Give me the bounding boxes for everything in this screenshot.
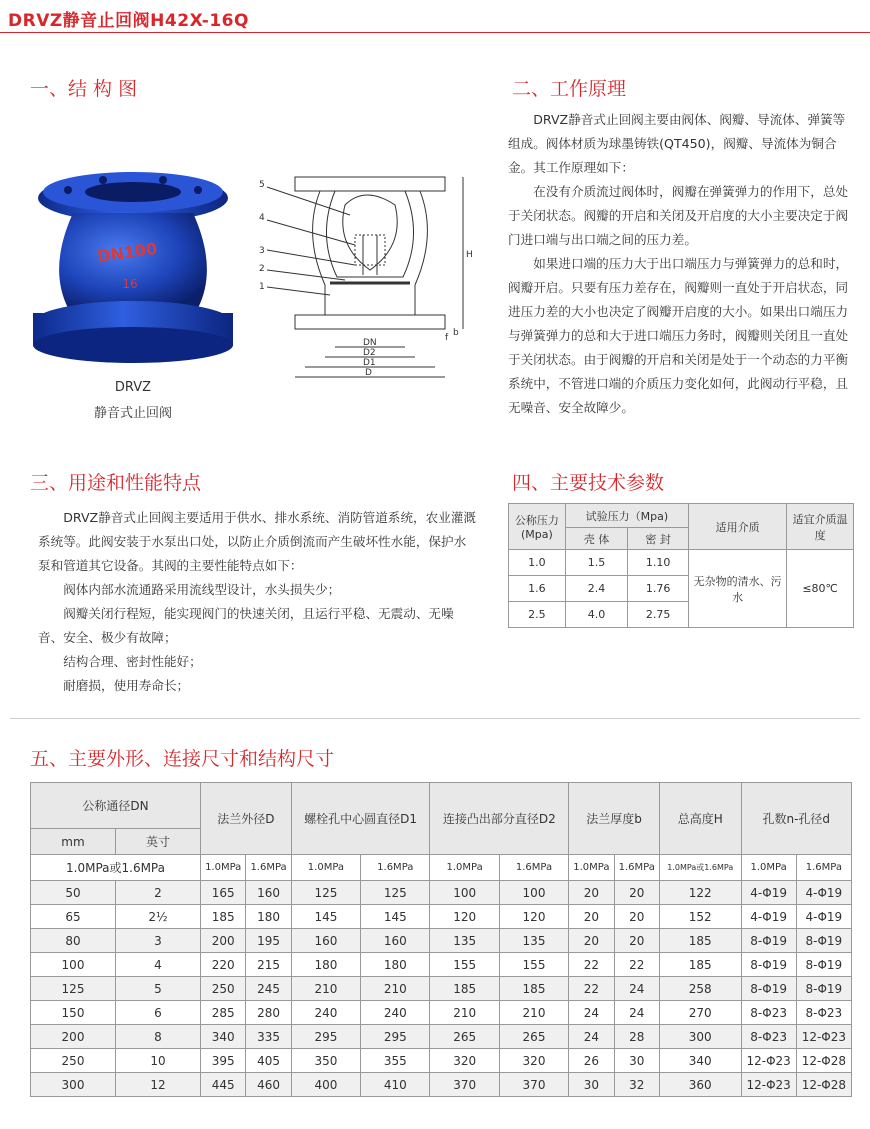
param-medium: 无杂物的清水、污水: [688, 550, 786, 628]
casting-pn-text: [122, 277, 137, 291]
dim-header-inch: 英寸: [116, 829, 201, 855]
dim-cell-b16: 32: [614, 1073, 659, 1097]
dim-cell-D216: 370: [499, 1073, 568, 1097]
dim-cell-mm: 250: [31, 1049, 116, 1073]
dim-d-label: D: [365, 368, 372, 378]
dim-cell-D210: 370: [430, 1073, 499, 1097]
dim-cell-inch: 2: [116, 881, 201, 905]
dim-header-D1: 螺栓孔中心圆直径D1: [291, 783, 430, 855]
dim-cell-D116: 295: [361, 1025, 430, 1049]
part-3-label: 3: [259, 246, 265, 256]
dim-cell-D10: 200: [201, 929, 246, 953]
dim-cell-D16: 280: [246, 1001, 291, 1025]
dim-header-b: 法兰厚度b: [569, 783, 660, 855]
dim-cell-D116: 180: [361, 953, 430, 977]
section-divider: [10, 718, 860, 719]
part-4-label: 4: [259, 213, 265, 223]
dim-cell-D216: 185: [499, 977, 568, 1001]
dim-cell-b16: 20: [614, 881, 659, 905]
param-header-temp: 适宜介质温度: [787, 504, 854, 550]
dim-cell-D116: 160: [361, 929, 430, 953]
table-row: [31, 953, 852, 977]
param-pn: 1.0: [509, 550, 566, 576]
dim-cell-D10: 285: [201, 1001, 246, 1025]
dim-cell-b10: 24: [569, 1001, 614, 1025]
dim-cell-b10: 20: [569, 881, 614, 905]
usage-text: [38, 506, 478, 698]
param-header-test: 试验压力（Mpa): [565, 504, 688, 528]
param-pn: 2.5: [509, 602, 566, 628]
dim-cell-n16: 12-Φ28: [796, 1049, 851, 1073]
dim-h-label: H: [466, 250, 473, 260]
dim-cell-D216: 120: [499, 905, 568, 929]
cross-section-drawing: [255, 165, 490, 390]
dim-cell-n10: 12-Φ23: [741, 1073, 796, 1097]
dim-cell-inch: 3: [116, 929, 201, 953]
part-5-label: 5: [259, 180, 265, 190]
dim-cell-H: 122: [659, 881, 741, 905]
table-row: [31, 1001, 852, 1025]
dim-cell-D16: 405: [246, 1049, 291, 1073]
dim-cell-n16: 12-Φ28: [796, 1073, 851, 1097]
dim-cell-n10: 8-Φ23: [741, 1001, 796, 1025]
dim-cell-D210: 155: [430, 953, 499, 977]
dim-pressure: 1.6MPa: [499, 855, 568, 881]
dim-pressure: 1.0MPa: [741, 855, 796, 881]
param-shell: 2.4: [565, 576, 628, 602]
principle-text: [508, 108, 853, 420]
dim-cell-H: 185: [659, 953, 741, 977]
dim-pressure: 1.0MPa: [430, 855, 499, 881]
dim-cell-D216: 210: [499, 1001, 568, 1025]
dim-cell-inch: 12: [116, 1073, 201, 1097]
dim-cell-D116: 355: [361, 1049, 430, 1073]
dim-cell-H: 270: [659, 1001, 741, 1025]
dim-cell-n16: 12-Φ23: [796, 1025, 851, 1049]
dim-cell-D216: 265: [499, 1025, 568, 1049]
usage-para: 阀体内部水流通路采用流线型设计，水头损失少；: [63, 582, 341, 597]
table-row: [31, 977, 852, 1001]
dim-cell-b16: 24: [614, 1001, 659, 1025]
usage-para: DRVZ静音式止回阀主要适用于供水、排水系统、消防管道系统，农业灌溉系统等。此阀安装于水泵出口处，以防止介质倒流而产生破坏性水能，保护水泵和管道其它设备。其阀的主要性能特点如下：: [38, 510, 477, 573]
dim-cell-H: 360: [659, 1073, 741, 1097]
param-pn: 1.6: [509, 576, 566, 602]
dim-header-D: 法兰外径D: [201, 783, 292, 855]
dim-cell-b16: 20: [614, 929, 659, 953]
dim-cell-D210: 320: [430, 1049, 499, 1073]
dim-cell-D216: 155: [499, 953, 568, 977]
dim-cell-D116: 125: [361, 881, 430, 905]
dim-d2-label: D2: [363, 348, 376, 358]
table-row: [31, 905, 852, 929]
dim-cell-D10: 395: [201, 1049, 246, 1073]
param-header-shell: 壳 体: [565, 528, 628, 550]
dim-f-label: f: [445, 333, 449, 343]
dim-cell-H: 300: [659, 1025, 741, 1049]
dim-cell-b16: 22: [614, 953, 659, 977]
dim-cell-D10: 220: [201, 953, 246, 977]
dim-cell-D116: 240: [361, 1001, 430, 1025]
dim-pressure: 1.6MPa: [361, 855, 430, 881]
dim-cell-mm: 65: [31, 905, 116, 929]
page-title: DRVZ静音止回阀H42X-16Q: [8, 11, 249, 31]
dim-cell-n10: 4-Φ19: [741, 905, 796, 929]
product-name: 静音式止回阀: [93, 406, 172, 421]
table-row: [31, 1049, 852, 1073]
params-table: [508, 503, 854, 628]
dim-cell-D10: 445: [201, 1073, 246, 1097]
dim-cell-n10: 8-Φ23: [741, 1025, 796, 1049]
section-structure-heading: 一、结 构 图: [30, 78, 138, 100]
dim-cell-D110: 180: [291, 953, 360, 977]
param-shell: 4.0: [565, 602, 628, 628]
dim-cell-D10: 165: [201, 881, 246, 905]
dim-cell-n16: 4-Φ19: [796, 881, 851, 905]
svg-text:16: 16: [122, 277, 138, 291]
dim-cell-b16: 20: [614, 905, 659, 929]
param-shell: 1.5: [565, 550, 628, 576]
table-row: [31, 1073, 852, 1097]
dim-cell-b16: 30: [614, 1049, 659, 1073]
dim-cell-n10: 8-Φ19: [741, 953, 796, 977]
part-1-label: 1: [259, 282, 265, 292]
dim-cell-D16: 160: [246, 881, 291, 905]
dim-cell-n16: 8-Φ19: [796, 977, 851, 1001]
dim-cell-D116: 145: [361, 905, 430, 929]
dim-pressure: 1.0MPa或1.6MPa: [659, 855, 741, 881]
dim-cell-n10: 12-Φ23: [741, 1049, 796, 1073]
valve-photo: [28, 168, 238, 368]
dim-cell-b10: 26: [569, 1049, 614, 1073]
dim-cell-D16: 180: [246, 905, 291, 929]
dim-cell-D110: 295: [291, 1025, 360, 1049]
dim-cell-inch: 2½: [116, 905, 201, 929]
dim-cell-D10: 340: [201, 1025, 246, 1049]
dim-cell-b10: 30: [569, 1073, 614, 1097]
dim-cell-n10: 8-Φ19: [741, 977, 796, 1001]
dim-cell-D216: 100: [499, 881, 568, 905]
part-2-label: 2: [259, 264, 265, 274]
dim-header-nd: 孔数n-孔径d: [741, 783, 851, 855]
dim-cell-n10: 4-Φ19: [741, 881, 796, 905]
dim-header-mm: mm: [31, 829, 116, 855]
dim-cell-mm: 300: [31, 1073, 116, 1097]
dim-cell-n16: 8-Φ19: [796, 953, 851, 977]
dim-cell-n10: 8-Φ19: [741, 929, 796, 953]
dim-cell-H: 185: [659, 929, 741, 953]
dim-cell-D110: 210: [291, 977, 360, 1001]
dim-b-label: b: [453, 328, 459, 338]
dim-cell-inch: 4: [116, 953, 201, 977]
dim-cell-D116: 210: [361, 977, 430, 1001]
param-header-seal: 密 封: [628, 528, 689, 550]
principle-para: 在没有介质流过阀体时，阀瓣在弹簧弹力的作用下，总处于关闭状态。阀瓣的开启和关闭及开启度的大小主要决定于阀门进口端与出口端之间的压力差。: [508, 184, 849, 247]
dim-header-dn: 公称通径DN: [31, 783, 201, 829]
dim-cell-D16: 245: [246, 977, 291, 1001]
table-row: [31, 929, 852, 953]
dim-cell-D110: 350: [291, 1049, 360, 1073]
dim-cell-b10: 22: [569, 977, 614, 1001]
dim-pressure: 1.6MPa: [796, 855, 851, 881]
section-usage-heading: 三、用途和性能特点: [30, 472, 202, 494]
dim-cell-D116: 410: [361, 1073, 430, 1097]
dim-header-D2: 连接凸出部分直径D2: [430, 783, 569, 855]
dim-cell-b10: 20: [569, 929, 614, 953]
dim-cell-b10: 22: [569, 953, 614, 977]
dim-cell-b10: 24: [569, 1025, 614, 1049]
dim-cell-inch: 10: [116, 1049, 201, 1073]
dim-cell-b10: 20: [569, 905, 614, 929]
param-header-pn: 公称压力(Mpa): [509, 504, 566, 550]
dim-pressure-dn: 1.0MPa或1.6MPa: [31, 855, 201, 881]
dim-cell-D210: 185: [430, 977, 499, 1001]
dim-cell-H: 152: [659, 905, 741, 929]
usage-para: 结构合理、密封性能好；: [63, 654, 202, 669]
dim-cell-D216: 135: [499, 929, 568, 953]
param-seal: 1.76: [628, 576, 689, 602]
dim-cell-mm: 150: [31, 1001, 116, 1025]
dim-cell-inch: 8: [116, 1025, 201, 1049]
dim-d1-label: D1: [363, 358, 376, 368]
title-rule: [0, 32, 870, 33]
dim-cell-D16: 335: [246, 1025, 291, 1049]
product-model: DRVZ: [114, 380, 152, 395]
usage-para: 耐磨损，使用寿命长；: [63, 678, 190, 693]
dim-cell-mm: 80: [31, 929, 116, 953]
dim-cell-D210: 135: [430, 929, 499, 953]
dim-cell-inch: 6: [116, 1001, 201, 1025]
dim-cell-n16: 8-Φ23: [796, 1001, 851, 1025]
dim-cell-D110: 160: [291, 929, 360, 953]
dim-pressure: 1.6MPa: [246, 855, 291, 881]
dim-cell-D110: 400: [291, 1073, 360, 1097]
dim-cell-mm: 100: [31, 953, 116, 977]
param-seal: 2.75: [628, 602, 689, 628]
section-principle-heading: 二、工作原理: [512, 78, 627, 100]
dim-cell-H: 340: [659, 1049, 741, 1073]
dim-cell-H: 258: [659, 977, 741, 1001]
principle-para: 如果进口端的压力大于出口端压力与弹簧弹力的总和时，阀瓣开启。只要有压力差存在，阀瓣则一直处于开启状态，同进压力差的大小也决定了阀瓣开启度的大小。如果出口端压力与弹簧弹力的总和大于进口端压力务时，阀瓣则关闭且一直处于关闭状态。由于阀瓣的开启和关闭是处于一个动态的力平衡系统中，不管进口端的介质压力变化如何，此阀动行平稳，且无噪音、安全故障少。: [508, 256, 849, 415]
dim-cell-mm: 125: [31, 977, 116, 1001]
dim-dn-label: DN: [363, 338, 377, 348]
usage-para: 阀瓣关闭行程短，能实现阀门的快速关闭，且运行平稳、无震动、无噪音、安全、极少有故障；: [38, 606, 454, 645]
dim-cell-D210: 100: [430, 881, 499, 905]
principle-para: DRVZ静音式止回阀主要由阀体、阀瓣、导流体、弹簧等组成。阀体材质为球墨铸铁(QT450)，阀瓣、导流体为铜合金。其工作原理如下：: [508, 112, 846, 175]
svg-text:DN100: DN100: [96, 238, 159, 267]
dim-cell-b16: 24: [614, 977, 659, 1001]
dim-pressure: 1.0MPa: [291, 855, 360, 881]
dim-cell-D110: 145: [291, 905, 360, 929]
table-row: [31, 1025, 852, 1049]
dim-cell-mm: 200: [31, 1025, 116, 1049]
dim-cell-mm: 50: [31, 881, 116, 905]
param-header-medium: 适用介质: [688, 504, 786, 550]
dims-table: [30, 782, 852, 1097]
param-temp: ≤80℃: [787, 550, 854, 628]
section-dims-heading: 五、主要外形、连接尺寸和结构尺寸: [30, 748, 335, 770]
dim-cell-D10: 250: [201, 977, 246, 1001]
dim-pressure: 1.0MPa: [201, 855, 246, 881]
dim-cell-D216: 320: [499, 1049, 568, 1073]
dim-cell-D110: 125: [291, 881, 360, 905]
dim-pressure: 1.0MPa: [569, 855, 614, 881]
table-row: [509, 550, 854, 576]
dim-cell-D10: 185: [201, 905, 246, 929]
dim-cell-D210: 265: [430, 1025, 499, 1049]
table-row: [31, 881, 852, 905]
dim-cell-D16: 215: [246, 953, 291, 977]
dim-cell-D16: 195: [246, 929, 291, 953]
dim-cell-n16: 8-Φ19: [796, 929, 851, 953]
param-seal: 1.10: [628, 550, 689, 576]
dim-cell-n16: 4-Φ19: [796, 905, 851, 929]
dim-cell-D110: 240: [291, 1001, 360, 1025]
dim-cell-D16: 460: [246, 1073, 291, 1097]
section-params-heading: 四、主要技术参数: [512, 472, 665, 494]
dim-cell-b16: 28: [614, 1025, 659, 1049]
dim-cell-inch: 5: [116, 977, 201, 1001]
dim-cell-D210: 120: [430, 905, 499, 929]
dim-cell-D210: 210: [430, 1001, 499, 1025]
dim-header-H: 总高度H: [659, 783, 741, 855]
dim-pressure: 1.6MPa: [614, 855, 659, 881]
